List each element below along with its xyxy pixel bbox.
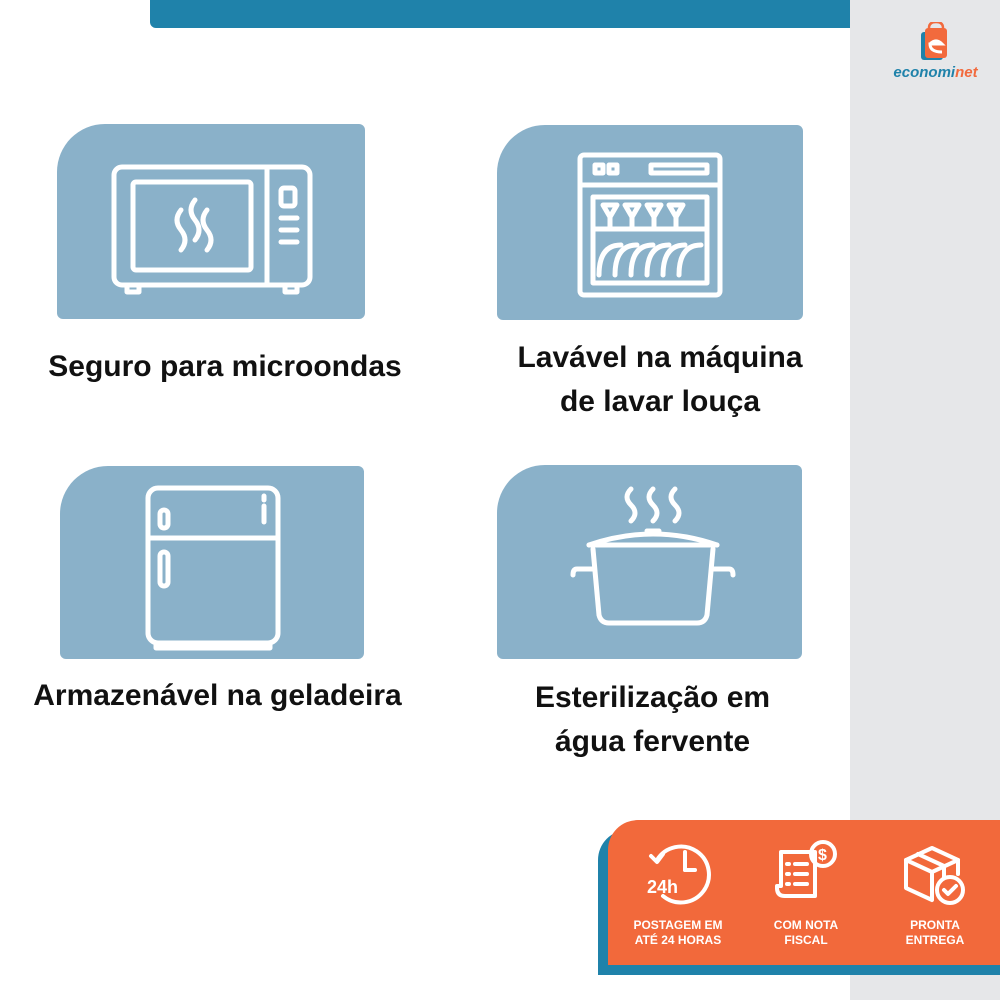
- feature-tile-microwave: [57, 124, 365, 319]
- feature-caption-boiling-pot: [470, 676, 835, 764]
- feature-tile-boiling-pot: [497, 465, 802, 659]
- badge-postagem: [613, 820, 733, 965]
- badge-line-1: COM NOTA: [773, 918, 839, 932]
- badge-label: [870, 918, 1000, 948]
- dishwasher-icon: [497, 125, 803, 320]
- invoice-icon-text: $: [818, 847, 827, 864]
- caption-line-2: de lavar louça: [559, 385, 761, 418]
- invoice-icon: [771, 838, 841, 908]
- badge-line-1: PRONTA: [910, 918, 960, 932]
- logo-text-accent: net: [955, 64, 978, 81]
- microwave-icon: [57, 124, 365, 319]
- clock-24h-icon: [643, 838, 713, 908]
- logo-text-main: economi: [893, 64, 956, 81]
- feature-caption-microwave: Seguro para microondas: [48, 350, 402, 383]
- feature-caption-refrigerator: Armazenável na geladeira: [33, 679, 402, 712]
- badge-label: [741, 918, 871, 948]
- service-badges: [608, 820, 1000, 965]
- feature-caption-dishwasher: [470, 336, 850, 424]
- clock-icon-text: 24h: [647, 877, 679, 897]
- badge-pronta-entrega: [870, 820, 990, 965]
- top-accent-bar: [150, 0, 850, 28]
- logo-wordmark: [888, 64, 983, 81]
- caption-line-1: Lavável na máquina: [517, 341, 803, 374]
- badge-line-1: POSTAGEM EM: [633, 918, 723, 932]
- badge-line-2: ATÉ 24 HORAS: [634, 933, 722, 947]
- refrigerator-icon: [60, 466, 364, 659]
- badge-line-2: FISCAL: [784, 933, 828, 947]
- badge-nota-fiscal: [741, 820, 861, 965]
- feature-tile-refrigerator: [60, 466, 364, 659]
- caption-line-2: água fervente: [554, 725, 751, 758]
- caption-line-1: Esterilização em: [534, 681, 771, 714]
- feature-tile-dishwasher: [497, 125, 803, 320]
- box-check-icon: [900, 838, 970, 908]
- badge-label: [613, 918, 743, 948]
- econominet-logo[interactable]: [888, 22, 983, 92]
- badge-line-2: ENTREGA: [905, 933, 965, 947]
- logo-bag-icon: [888, 22, 983, 64]
- boiling-pot-icon: [497, 465, 802, 659]
